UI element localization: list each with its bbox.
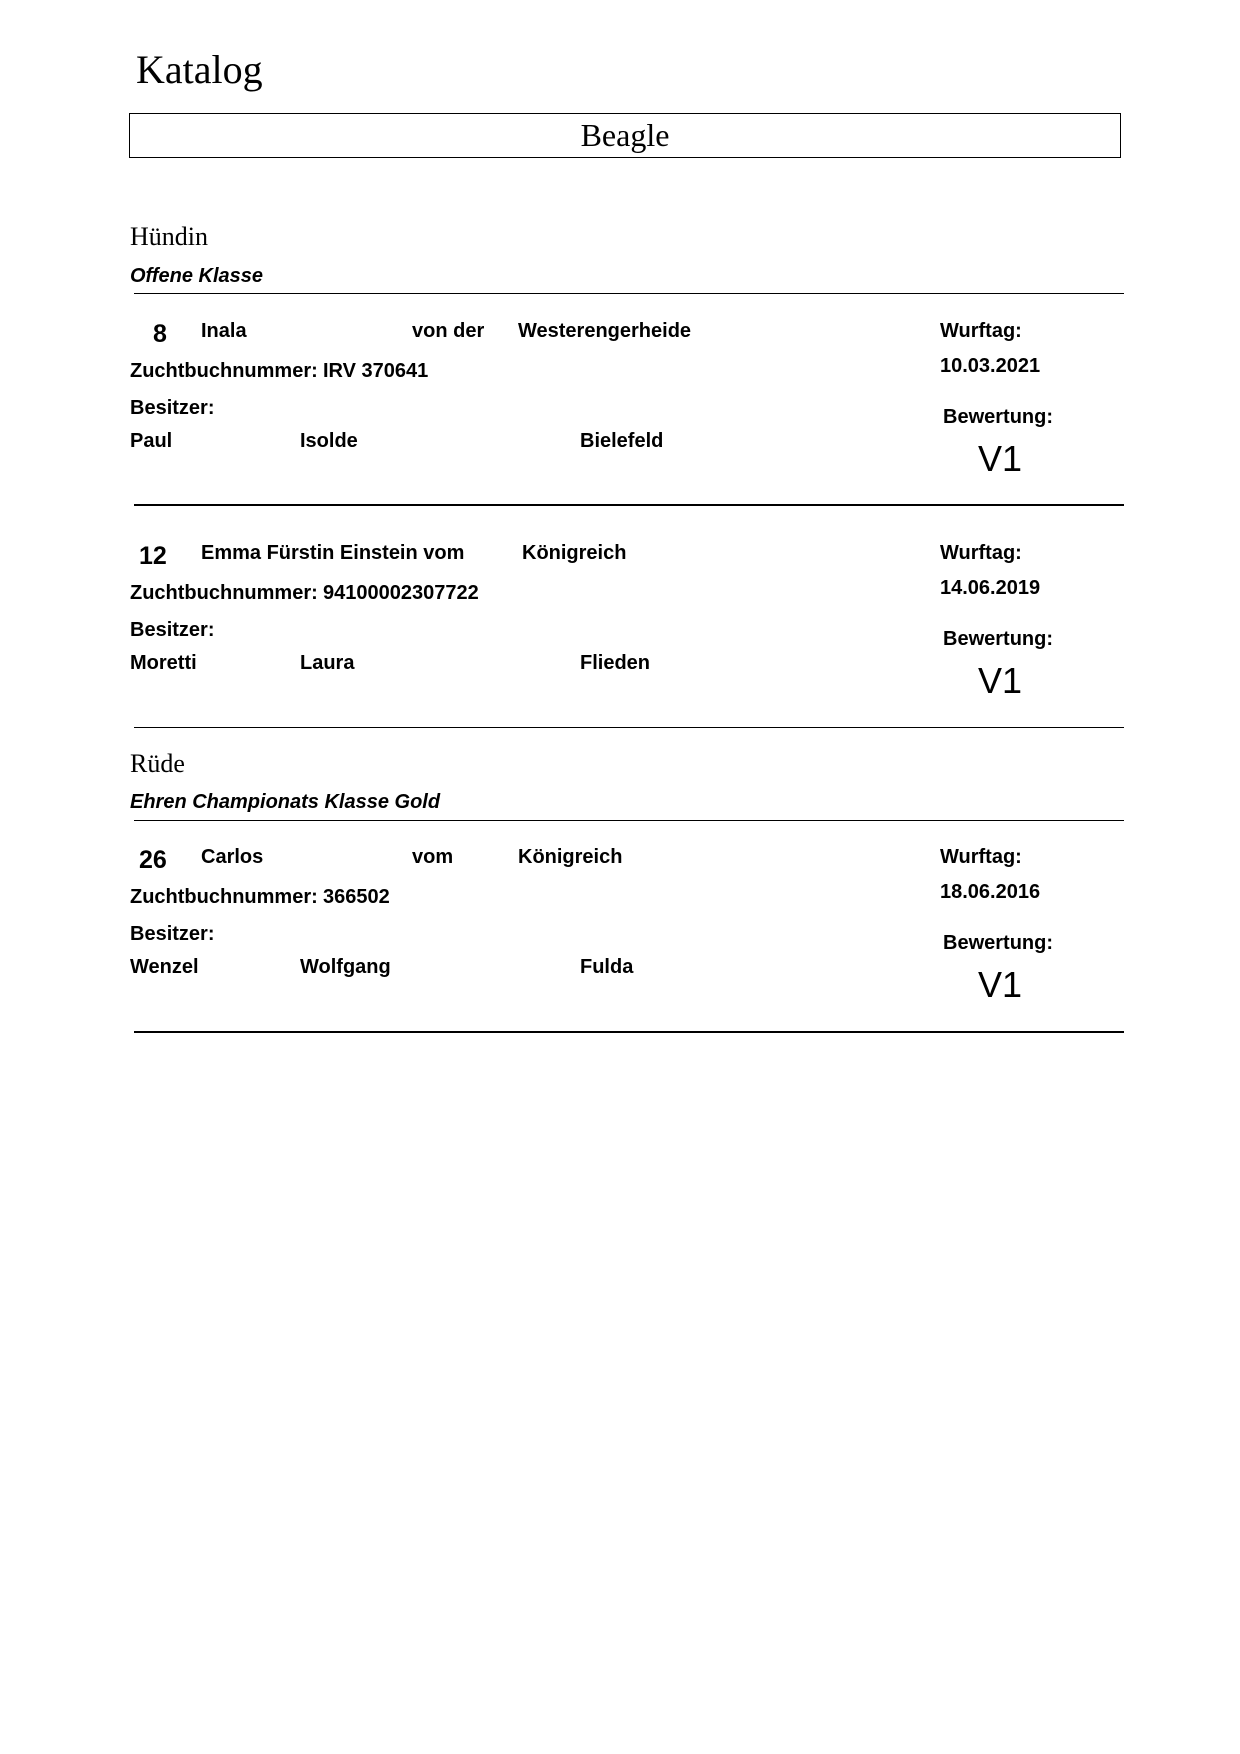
owner-first-name: Laura — [300, 652, 355, 674]
dog-name: Emma Fürstin Einstein vom — [201, 542, 465, 564]
owner-first-name: Wolfgang — [300, 956, 391, 978]
wurftag-label: Wurftag: — [940, 846, 1022, 868]
entry-divider — [134, 504, 1124, 506]
entry-number: 8 — [153, 320, 167, 348]
section-class-label: Offene Klasse — [130, 265, 264, 287]
kennel-name: Königreich — [522, 542, 627, 564]
catalog-title: Katalog — [136, 47, 263, 92]
kennel-name: Westerengerheide — [518, 320, 692, 342]
section-top-rule — [134, 293, 1124, 294]
bewertung-label: Bewertung: — [943, 628, 1053, 650]
owner-first-name: Isolde — [300, 430, 358, 452]
owner-city: Flieden — [580, 652, 651, 674]
owner-last-name: Moretti — [130, 652, 197, 674]
breed-header-box — [129, 113, 1121, 158]
owner-city: Fulda — [580, 956, 634, 978]
entry-number: 26 — [139, 846, 167, 874]
kennel-prefix: von der — [412, 320, 485, 342]
rating-value: V1 — [978, 660, 1023, 701]
zuchtbuchnummer-value: IRV 370641 — [323, 360, 429, 382]
entry-number: 12 — [139, 542, 167, 570]
rating-value: V1 — [978, 438, 1023, 479]
zuchtbuchnummer-label: Zuchtbuchnummer: — [130, 582, 318, 604]
section-sex-heading: Hündin — [130, 222, 208, 251]
breed-name: Beagle — [580, 117, 670, 153]
zuchtbuchnummer-label: Zuchtbuchnummer: — [130, 360, 318, 382]
wurftag-value: 14.06.2019 — [940, 577, 1041, 599]
zuchtbuchnummer-value: 94100002307722 — [323, 582, 479, 604]
owner-city: Bielefeld — [580, 430, 664, 452]
wurftag-value: 18.06.2016 — [940, 881, 1041, 903]
wurftag-value: 10.03.2021 — [940, 355, 1041, 377]
wurftag-label: Wurftag: — [940, 320, 1022, 342]
kennel-prefix: vom — [412, 846, 454, 868]
catalog-entry — [0, 822, 1240, 1022]
owner-last-name: Wenzel — [130, 956, 199, 978]
owner-last-name: Paul — [130, 430, 173, 452]
section-top-rule — [134, 820, 1124, 821]
besitzer-label: Besitzer: — [130, 619, 215, 641]
entry-divider — [134, 1031, 1124, 1033]
wurftag-label: Wurftag: — [940, 542, 1022, 564]
section-sex-heading: Rüde — [130, 749, 185, 778]
section-class-label: Ehren Championats Klasse Gold — [130, 791, 441, 813]
dog-name: Inala — [201, 320, 247, 342]
besitzer-label: Besitzer: — [130, 397, 215, 419]
catalog-entry — [0, 296, 1240, 496]
zuchtbuchnummer-value: 366502 — [323, 886, 390, 908]
dog-name: Carlos — [201, 846, 264, 868]
entry-divider — [134, 727, 1124, 728]
catalog-entry — [0, 518, 1240, 718]
zuchtbuchnummer-label: Zuchtbuchnummer: — [130, 886, 318, 908]
bewertung-label: Bewertung: — [943, 406, 1053, 428]
kennel-name: Königreich — [518, 846, 623, 868]
besitzer-label: Besitzer: — [130, 923, 215, 945]
bewertung-label: Bewertung: — [943, 932, 1053, 954]
rating-value: V1 — [978, 964, 1023, 1005]
